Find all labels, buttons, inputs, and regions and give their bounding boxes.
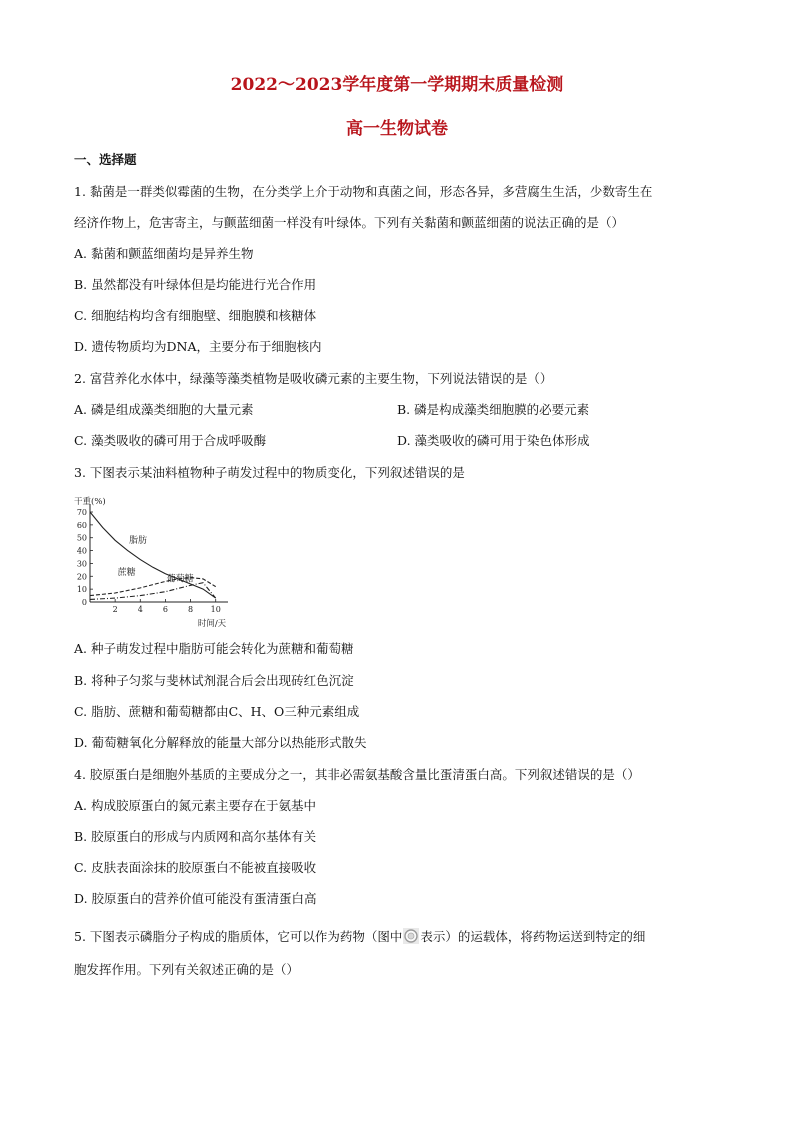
q4-option-c: C. 皮肤表面涂抹的胶原蛋白不能被直接吸收 — [74, 860, 317, 875]
q2-option-b: B. 磷是构成藻类细胞膜的必要元素 — [397, 402, 590, 417]
q3-stem: 3. 下图表示某油料植物种子萌发过程中的物质变化，下列叙述错误的是 — [74, 465, 465, 480]
q1-option-c: C. 细胞结构均含有细胞壁、细胞膜和核糖体 — [74, 308, 317, 323]
q3-option-c: C. 脂肪、蔗糖和葡萄糖都由C、H、O三种元素组成 — [74, 704, 360, 719]
seed-germination-chart — [72, 492, 232, 628]
q4-option-d: D. 胶原蛋白的营养价值可能没有蛋清蛋白高 — [74, 891, 317, 906]
q3-option-d: D. 葡萄糖氧化分解释放的能量大部分以热能形式散失 — [74, 735, 367, 750]
y-tick-label: 0 — [81, 598, 87, 607]
q5-stem-part2: 表示）的运载体，将药物运送到特定的细 — [420, 929, 646, 944]
y-axis-label: 干重(%) — [74, 497, 106, 507]
q1-stem-line2: 经济作物上，危害寄主，与颤蓝细菌一样没有叶绿体。下列有关黏菌和颤蓝细菌的说法正确的是（） — [74, 215, 625, 230]
series-label-2: 蔗糖 — [117, 568, 136, 578]
q2-option-c: C. 藻类吸收的磷可用于合成呼吸酶 — [74, 433, 267, 448]
q3-option-b: B. 将种子匀浆与斐林试剂混合后会出现砖红色沉淀 — [74, 673, 354, 688]
q4-stem: 4. 胶原蛋白是细胞外基质的主要成分之一，其非必需氨基酸含量比蛋清蛋白高。下列叙述错误的是（） — [74, 767, 640, 782]
y-tick-label: 40 — [76, 546, 87, 556]
q2-option-d: D. 藻类吸收的磷可用于染色体形成 — [397, 433, 590, 448]
q1-option-d: D. 遗传物质均为DNA，主要分布于细胞核内 — [74, 339, 322, 354]
q3-option-a: A. 种子萌发过程中脂肪可能会转化为蔗糖和葡萄糖 — [74, 641, 354, 656]
q5-stem-line2: 胞发挥作用。下列有关叙述正确的是（） — [74, 962, 300, 977]
x-tick-label: 10 — [210, 605, 221, 614]
y-tick-label: 60 — [76, 520, 87, 530]
q5-stem-part1: 5. 下图表示磷脂分子构成的脂质体，它可以作为药物（图中 — [74, 929, 403, 944]
x-tick-label: 2 — [112, 605, 118, 614]
page-title: 2022～2023学年度第一学期期末质量检测 — [230, 75, 564, 95]
y-tick-label: 20 — [76, 572, 87, 582]
section-heading: 一、选择题 — [74, 152, 137, 167]
q1-option-b: B. 虽然都没有叶绿体但是均能进行光合作用 — [74, 277, 317, 292]
q4-option-b: B. 胶原蛋白的形成与内质网和高尔基体有关 — [74, 829, 317, 844]
q1-stem-line1: 1. 黏菌是一群类似霉菌的生物，在分类学上介于动物和真菌之间，形态各异，多营腐生生活，少数寄生在 — [74, 184, 653, 199]
q5-stem-line1 — [74, 928, 645, 945]
q2-option-a: A. 磷是组成藻类细胞的大量元素 — [74, 402, 254, 417]
q2-stem: 2. 富营养化水体中，绿藻等藻类植物是吸收磷元素的主要生物，下列说法错误的是（） — [74, 371, 553, 386]
q1-option-a: A. 黏菌和颤蓝细菌均是异养生物 — [74, 246, 254, 261]
y-tick-label: 30 — [76, 559, 87, 569]
drug-particle-icon — [403, 928, 419, 944]
x-tick-label: 6 — [162, 605, 168, 614]
page-subtitle: 高一生物试卷 — [346, 119, 448, 139]
x-tick-label: 8 — [188, 605, 194, 614]
y-tick-label: 10 — [76, 585, 87, 595]
series-label-1: 脂肪 — [128, 535, 147, 546]
q4-option-a: A. 构成胶原蛋白的氮元素主要存在于氨基中 — [74, 798, 316, 813]
y-tick-label: 70 — [76, 508, 87, 517]
x-tick-label: 4 — [137, 605, 143, 614]
x-axis-label: 时间/天 — [197, 619, 227, 628]
series-label-3: 葡萄糖 — [166, 574, 194, 585]
y-tick-label: 50 — [76, 533, 87, 543]
